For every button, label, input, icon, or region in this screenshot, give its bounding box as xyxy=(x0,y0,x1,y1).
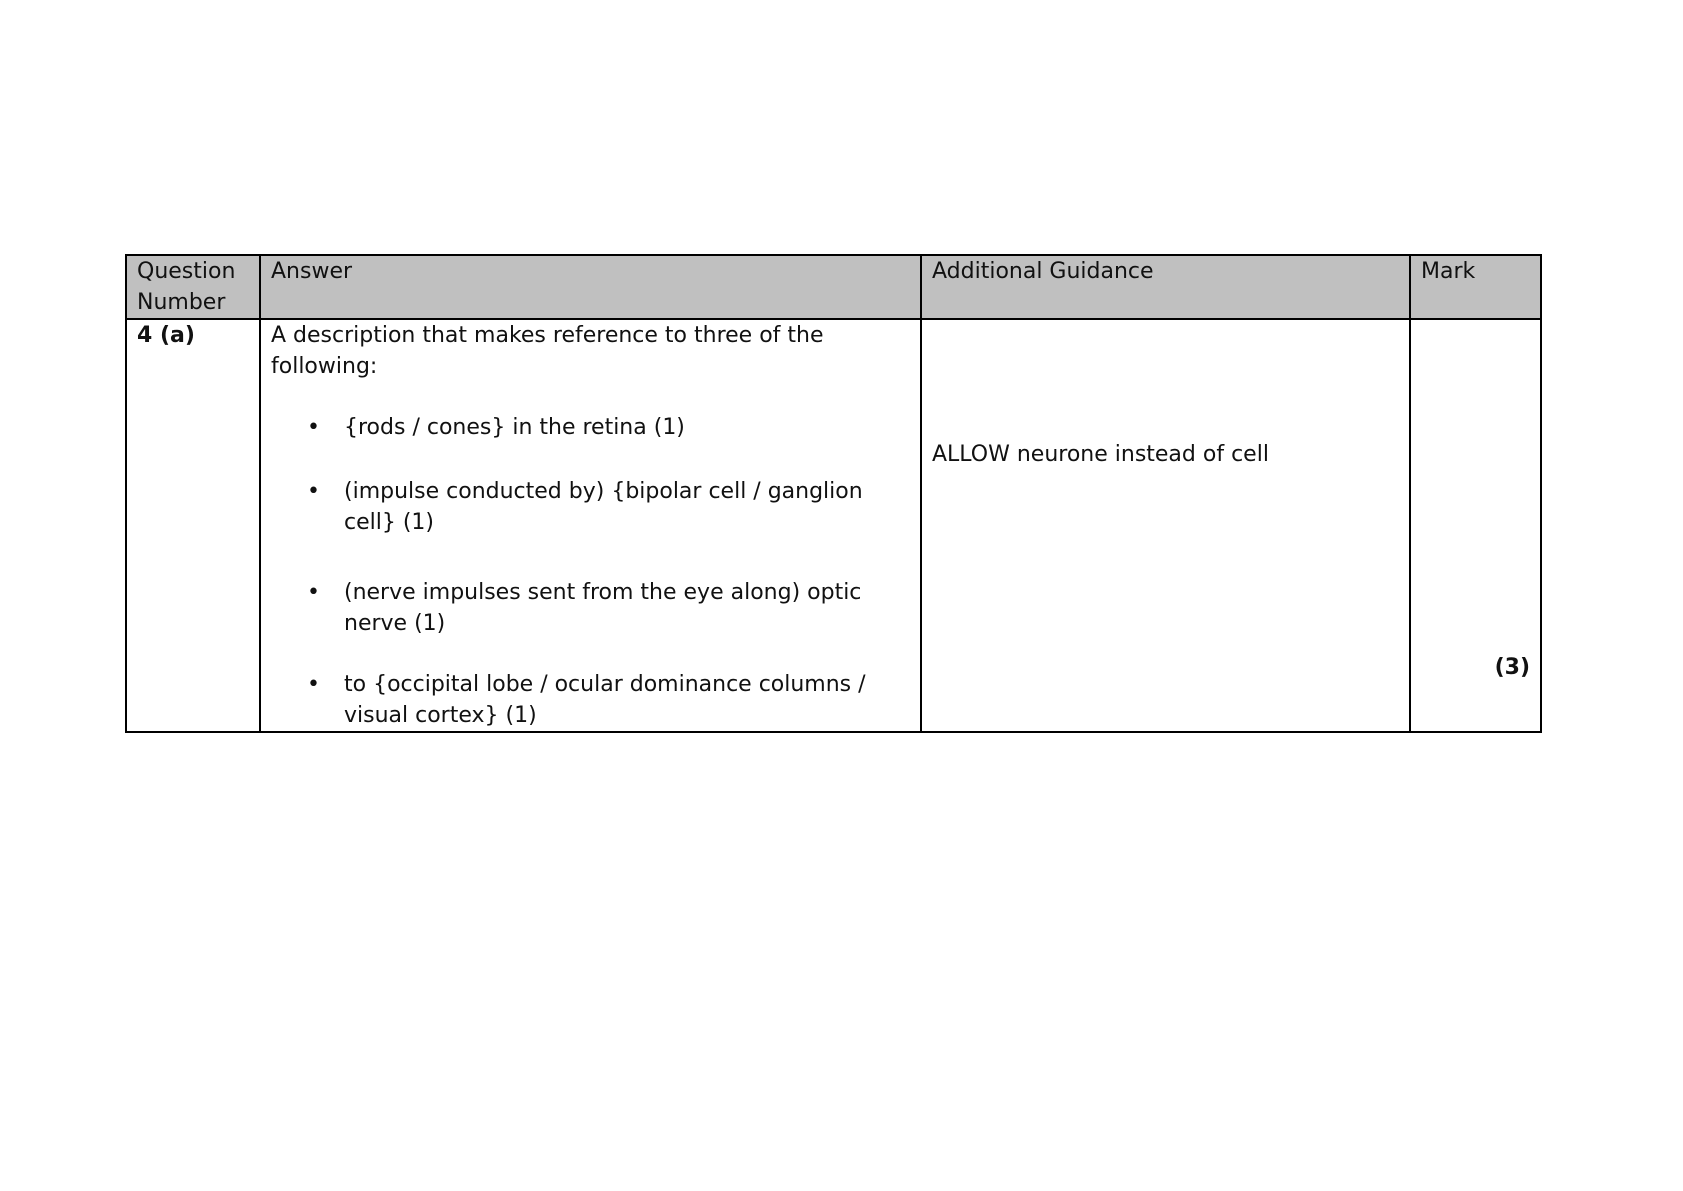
answer-point-text: {rods / cones} in the retina (1) xyxy=(344,415,685,440)
answer-point xyxy=(271,412,910,443)
answer-point-text: (impulse conducted by) {bipolar cell / ganglion cell} (1) xyxy=(344,479,863,535)
answer-cell xyxy=(260,319,921,732)
mark-cell xyxy=(1410,319,1541,732)
answer-point xyxy=(271,476,910,538)
answer-point-text: to {occipital lobe / ocular dominance columns / visual cortex} (1) xyxy=(344,672,866,728)
additional-guidance-cell xyxy=(921,319,1410,732)
bullet-icon: • xyxy=(307,415,320,440)
bullet-icon: • xyxy=(307,672,320,697)
answer-points-list xyxy=(271,412,910,731)
answer-point xyxy=(271,669,910,731)
header-additional-guidance: Additional Guidance xyxy=(921,255,1410,319)
table-row xyxy=(126,319,1541,732)
additional-guidance-text: ALLOW neurone instead of cell xyxy=(932,442,1269,467)
bullet-icon: • xyxy=(307,580,320,605)
mark-total: (3) xyxy=(1494,655,1530,680)
header-question-number: Question Number xyxy=(126,255,260,319)
mark-scheme-table xyxy=(125,254,1542,733)
answer-point xyxy=(271,577,910,639)
bullet-icon: • xyxy=(307,479,320,504)
answer-intro: A description that makes reference to three of the following: xyxy=(271,323,824,379)
question-number-cell xyxy=(126,319,260,732)
question-number: 4 (a) xyxy=(137,323,195,348)
header-mark: Mark xyxy=(1410,255,1541,319)
header-row xyxy=(126,255,1541,319)
answer-point-text: (nerve impulses sent from the eye along) optic nerve (1) xyxy=(344,580,862,636)
header-answer: Answer xyxy=(260,255,921,319)
